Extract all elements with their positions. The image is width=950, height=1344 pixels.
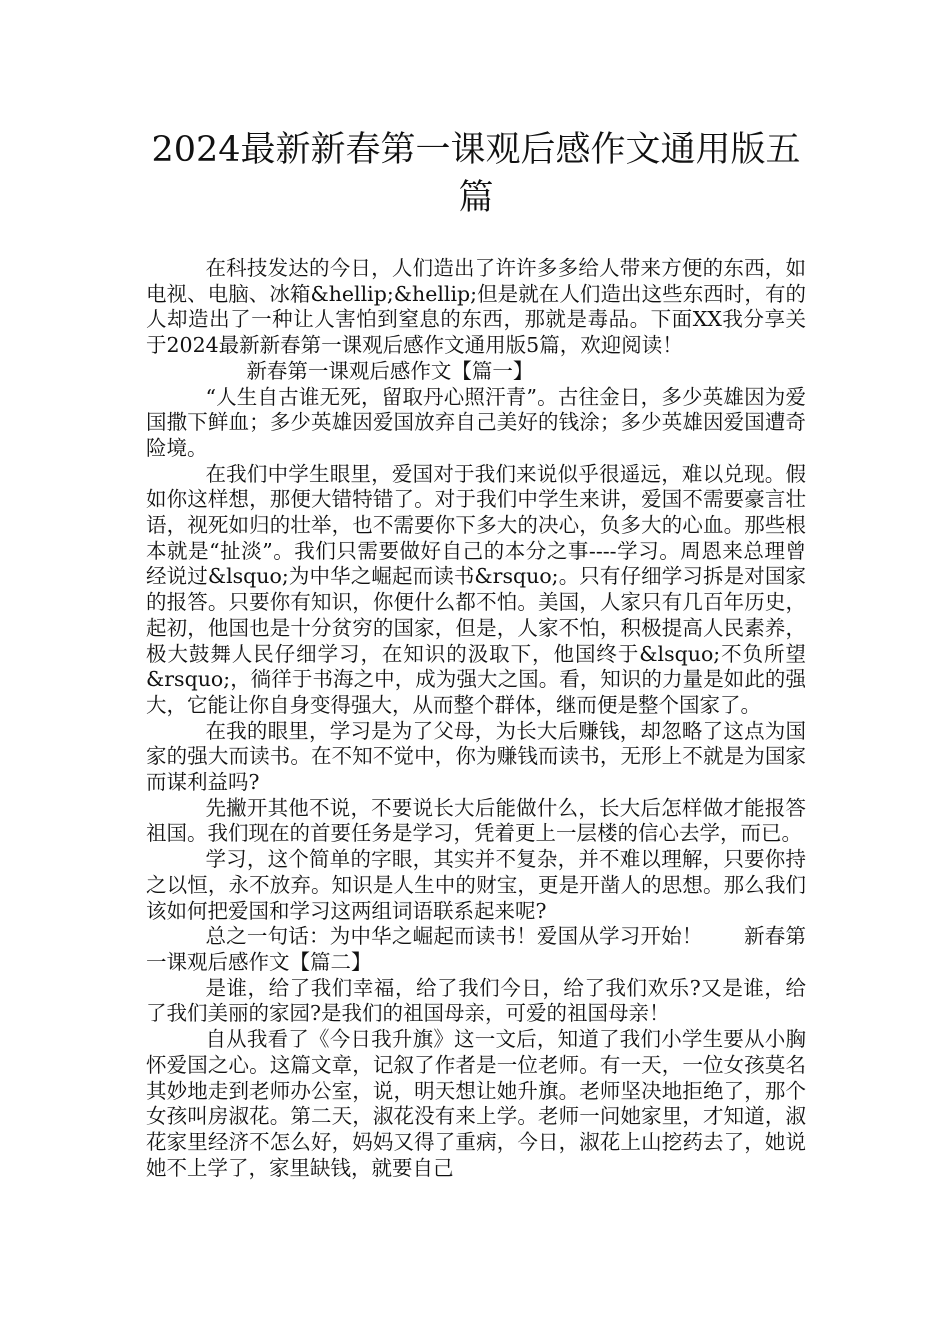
paragraph: 在我们中学生眼里，爱国对于我们来说似乎很遥远，难以兑现。假如你这样想，那便大错特错了。对于我们中学生来讲，爱国不需要豪言壮语，视死如归的壮举，也不需要你下多大的决心，负多大的心血。那些根本就是“扯淡”。我们只需要做好自己的本分之事----学习。周恩来总理曾经说过&lsquo;为中华之崛起而读书&rsquo;。只有仔细学习拆是对国家的报答。只要你有知识，你便什么都不怕。美国，人家只有几百年历史，起初，他国也是十分贫穷的国家，但是，人家不怕，积极提高人民素养，极大鼓舞人民仔细学习，在知识的汲取下，他国终于&lsquo;不负所望&rsquo;，徜徉于书海之中，成为强大之国。看，知识的力量是如此的强大，它能让你自身变得强大，从而整个群体，继而便是整个国家了。 <box>146 461 806 717</box>
paragraph-intro: 在科技发达的今日，人们造出了许许多多给人带来方便的东西，如电视、电脑、冰箱&hellip;&hellip;但是就在人们造出这些东西时，有的人却造出了一种让人害怕到窒息的东西，那就是毒品。下面XX我分享关于2024最新新春第一课观后感作文通用版5篇，欢迎阅读！ <box>146 256 806 358</box>
document-page <box>146 126 806 1181</box>
paragraph: “人生自古谁无死，留取丹心照汗青”。古往金日，多少英雄因为爱国撒下鲜血；多少英雄因爱国放弃自己美好的钱涂；多少英雄因爱国遭奇险境。 <box>146 384 806 460</box>
section-heading-1: 新春第一课观后感作文【篇一】 <box>246 358 534 383</box>
paragraph: 学习，这个简单的字眼，其实并不复杂，并不难以理解，只要你持之以恒，永不放弃。知识是人生中的财宝，更是开凿人的思想。那么我们该如何把爱国和学习这两组词语联系起来呢? <box>146 847 806 923</box>
document-title: 2024最新新春第一课观后感作文通用版五篇 <box>151 130 801 218</box>
paragraph-with-section-heading-2: 总之一句话：为中华之崛起而读书！爱国从学习开始！ 新春第一课观后感作文【篇二】 <box>146 924 806 974</box>
paragraph: 是谁，给了我们幸福，给了我们今日，给了我们欢乐?又是谁，给了我们美丽的家园?是我们的祖国母亲，可爱的祖国母亲！ <box>146 975 806 1026</box>
paragraph: 先撇开其他不说，不要说长大后能做什么，长大后怎样做才能报答祖国。我们现在的首要任务是学习，凭着更上一层楼的信心去学，而已。 <box>146 795 806 846</box>
paragraph: 自从我看了《今日我升旗》这一文后，知道了我们小学生要从小胸怀爱国之心。这篇文章，记叙了作者是一位老师。有一天，一位女孩莫名其妙地走到老师办公室，说，明天想让她升旗。老师坚决地拒绝了，那个女孩叫房淑花。第二天，淑花没有来上学。老师一问她家里，才知道，淑花家里经济不怎么好，妈妈又得了重病，今日，淑花上山挖药去了，她说她不上学了，家里缺钱，就要自己 <box>146 1027 806 1180</box>
paragraph: 在我的眼里，学习是为了父母，为长大后赚钱，却忽略了这点为国家的强大而读书。在不知不觉中，你为赚钱而读书，无形上不就是为国家而谋利益吗? <box>146 718 806 795</box>
document-body <box>146 256 806 1181</box>
